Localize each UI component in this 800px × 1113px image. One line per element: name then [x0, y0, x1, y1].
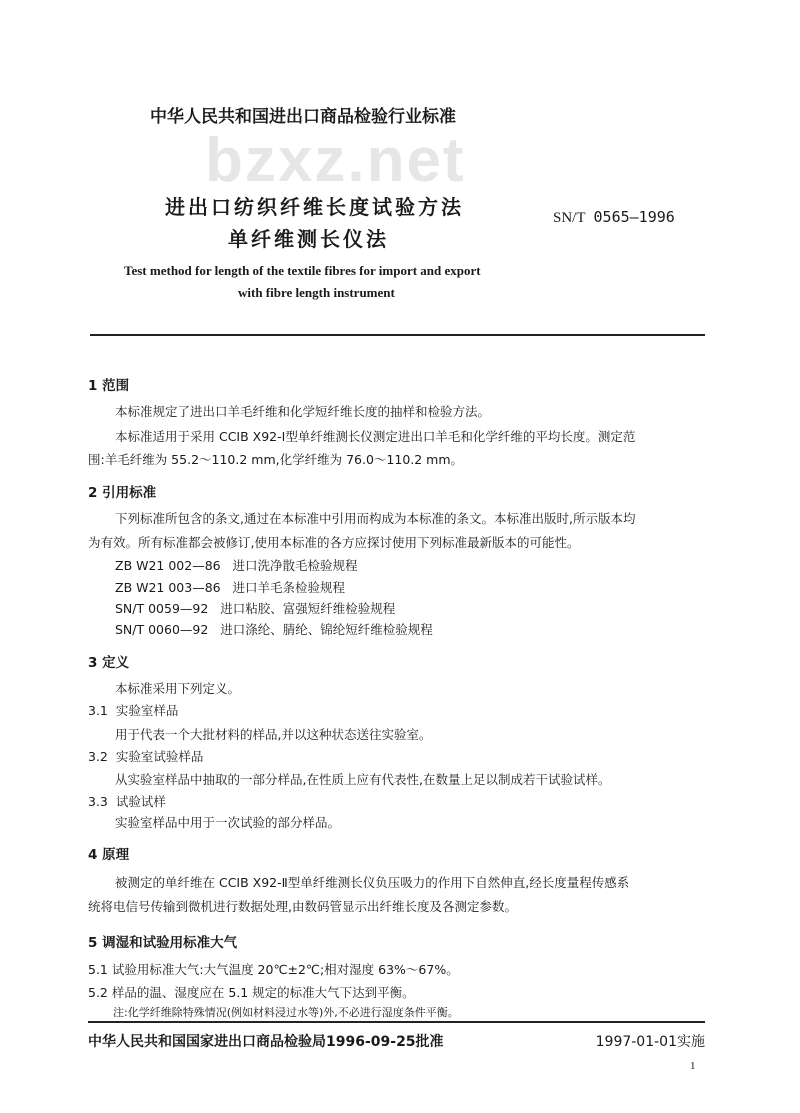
- paragraph: 为有效。所有标准都会被修订,使用本标准的各方应探讨使用下列标准最新版本的可能性。: [88, 535, 580, 550]
- section-3-heading: 3 定义: [88, 655, 130, 671]
- definition-text: 实验室样品中用于一次试验的部分样品。: [115, 815, 341, 830]
- code-prefix: SN/T: [553, 210, 586, 226]
- title-line-1: 进出口纺织纤维长度试验方法: [165, 195, 464, 219]
- term: 试验试样: [115, 794, 166, 809]
- reference-item: [115, 620, 433, 638]
- reference-title: 进口羊毛条检验规程: [232, 580, 346, 595]
- reference-item: [115, 599, 395, 617]
- header-divider: [90, 334, 705, 336]
- definition-term: [88, 792, 166, 810]
- watermark: bzxz.net: [205, 126, 466, 195]
- page-number: 1: [690, 1060, 696, 1072]
- paragraph: 下列标准所包含的条文,通过在本标准中引用而构成为本标准的条文。本标准出版时,所示版本均: [115, 511, 636, 526]
- paragraph: 被测定的单纤维在 CCIB X92-Ⅱ型单纤维测长仪负压吸力的作用下自然伸直,经长度量程传感系: [115, 875, 630, 890]
- section-5-heading: 5 调湿和试验用标准大气: [88, 935, 238, 951]
- reference-code: SN/T 0060—92: [115, 622, 209, 637]
- code-number: 0565—1996: [593, 208, 675, 226]
- title-line-2: 单纤维测长仪法: [228, 227, 389, 251]
- section-2-heading: 2 引用标准: [88, 485, 157, 501]
- reference-code: ZB W21 003—86: [115, 580, 221, 595]
- paragraph: 本标准采用下列定义。: [115, 681, 241, 696]
- definition-term: [88, 701, 178, 719]
- clause-5-2: 5.2 样品的温、湿度应在 5.1 规定的标准大气下达到平衡。: [88, 985, 415, 1000]
- paragraph: 统将电信号传输到微机进行数据处理,由数码管显示出纤维长度及各测定参数。: [88, 899, 517, 914]
- term: 实验室样品: [115, 703, 179, 718]
- english-title-line-2: with fibre length instrument: [238, 285, 395, 300]
- reference-title: 进口粘胶、富强短纤维检验规程: [220, 601, 396, 616]
- approval-line: 中华人民共和国国家进出口商品检验局1996-09-25批准: [88, 1034, 444, 1050]
- reference-item: [115, 578, 345, 596]
- reference-code: SN/T 0059—92: [115, 601, 209, 616]
- effective-date: 1997-01-01实施: [595, 1034, 705, 1050]
- standard-code: [553, 208, 675, 227]
- note: 注:化学纤维除特殊情况(例如材料浸过水等)外,不必进行湿度条件平衡。: [113, 1006, 459, 1019]
- english-title-line-1: Test method for length of the textile fibres for import and export: [124, 263, 481, 278]
- reference-item: [115, 556, 358, 574]
- definition-term: [88, 747, 203, 765]
- reference-title: 进口洗净散毛检验规程: [232, 558, 358, 573]
- section-1-heading: 1 范围: [88, 378, 130, 394]
- clause-5-1: 5.1 试验用标准大气:大气温度 20℃±2℃;相对湿度 63%～67%。: [88, 962, 459, 977]
- paragraph: 围:羊毛纤维为 55.2～110.2 mm,化学纤维为 76.0～110.2 mm。: [88, 452, 464, 467]
- term: 实验室试验样品: [115, 749, 204, 764]
- paragraph: 本标准规定了进出口羊毛纤维和化学短纤维长度的抽样和检验方法。: [115, 404, 491, 419]
- clause-number: 3.1: [88, 703, 108, 718]
- clause-number: 3.2: [88, 749, 108, 764]
- clause-number: 3.3: [88, 794, 108, 809]
- definition-text: 从实验室样品中抽取的一部分样品,在性质上应有代表性,在数量上足以制成若干试验试样。: [115, 772, 611, 787]
- definition-text: 用于代表一个大批材料的样品,并以这种状态送往实验室。: [115, 727, 432, 742]
- issuing-agency: 中华人民共和国进出口商品检验行业标准: [150, 107, 456, 127]
- paragraph: 本标准适用于采用 CCIB X92-Ⅰ型单纤维测长仪测定进出口羊毛和化学纤维的平均长度。测定范: [115, 429, 636, 444]
- reference-code: ZB W21 002—86: [115, 558, 221, 573]
- section-4-heading: 4 原理: [88, 847, 130, 863]
- reference-title: 进口涤纶、腈纶、锦纶短纤维检验规程: [220, 622, 433, 637]
- footer-divider: [88, 1021, 705, 1023]
